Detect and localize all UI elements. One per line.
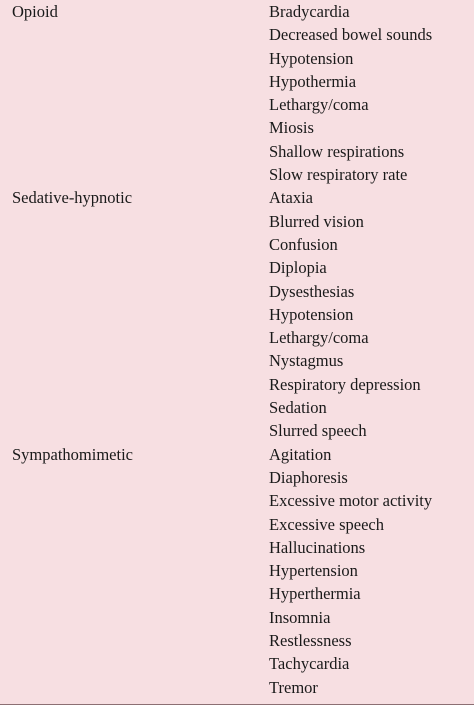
- list-item: Nystagmus: [269, 351, 344, 371]
- list-item: Blurred vision: [269, 211, 364, 231]
- list-item: Lethargy/coma: [269, 95, 369, 115]
- symptom-list: [257, 186, 474, 442]
- list-item: Slow respiratory rate: [269, 165, 408, 185]
- table-row-opioid: [0, 0, 474, 186]
- list-item: Sedation: [269, 398, 327, 418]
- list-item: Insomnia: [269, 607, 331, 627]
- list-item: Diaphoresis: [269, 467, 348, 487]
- list-item: Hyperthermia: [269, 584, 361, 604]
- list-item: Bradycardia: [269, 2, 350, 21]
- list-item: Miosis: [269, 118, 314, 138]
- list-item: Shallow respirations: [269, 141, 405, 161]
- list-item: Agitation: [269, 444, 332, 464]
- symptom-list: [257, 443, 474, 699]
- list-item: Hypertension: [269, 561, 358, 581]
- symptom-list: [257, 0, 474, 186]
- list-item: Hallucinations: [269, 537, 366, 557]
- list-item: Respiratory depression: [269, 374, 421, 394]
- category-label: Opioid: [12, 2, 58, 21]
- list-item: Hypothermia: [269, 71, 357, 91]
- list-item: Restlessness: [269, 631, 352, 651]
- list-item: Tachycardia: [269, 654, 350, 674]
- list-item: Hypotension: [269, 48, 354, 68]
- category-label: Sedative-hypnotic: [12, 188, 133, 208]
- list-item: Decreased bowel sounds: [269, 25, 433, 45]
- list-item: Excessive motor activity: [269, 491, 433, 511]
- list-item: Confusion: [269, 234, 338, 254]
- list-item: Ataxia: [269, 188, 313, 208]
- list-item: Slurred speech: [269, 421, 367, 441]
- list-item: Tremor: [269, 677, 318, 697]
- category-label: Sympathomimetic: [12, 444, 133, 464]
- list-item: Dysesthesias: [269, 281, 355, 301]
- list-item: Lethargy/coma: [269, 328, 369, 348]
- list-item: Diplopia: [269, 258, 327, 278]
- table-row-sympathomimetic: [0, 443, 474, 699]
- list-item: Excessive speech: [269, 514, 384, 534]
- list-item: Hypotension: [269, 304, 354, 324]
- table-row-sedative-hypnotic: [0, 186, 474, 442]
